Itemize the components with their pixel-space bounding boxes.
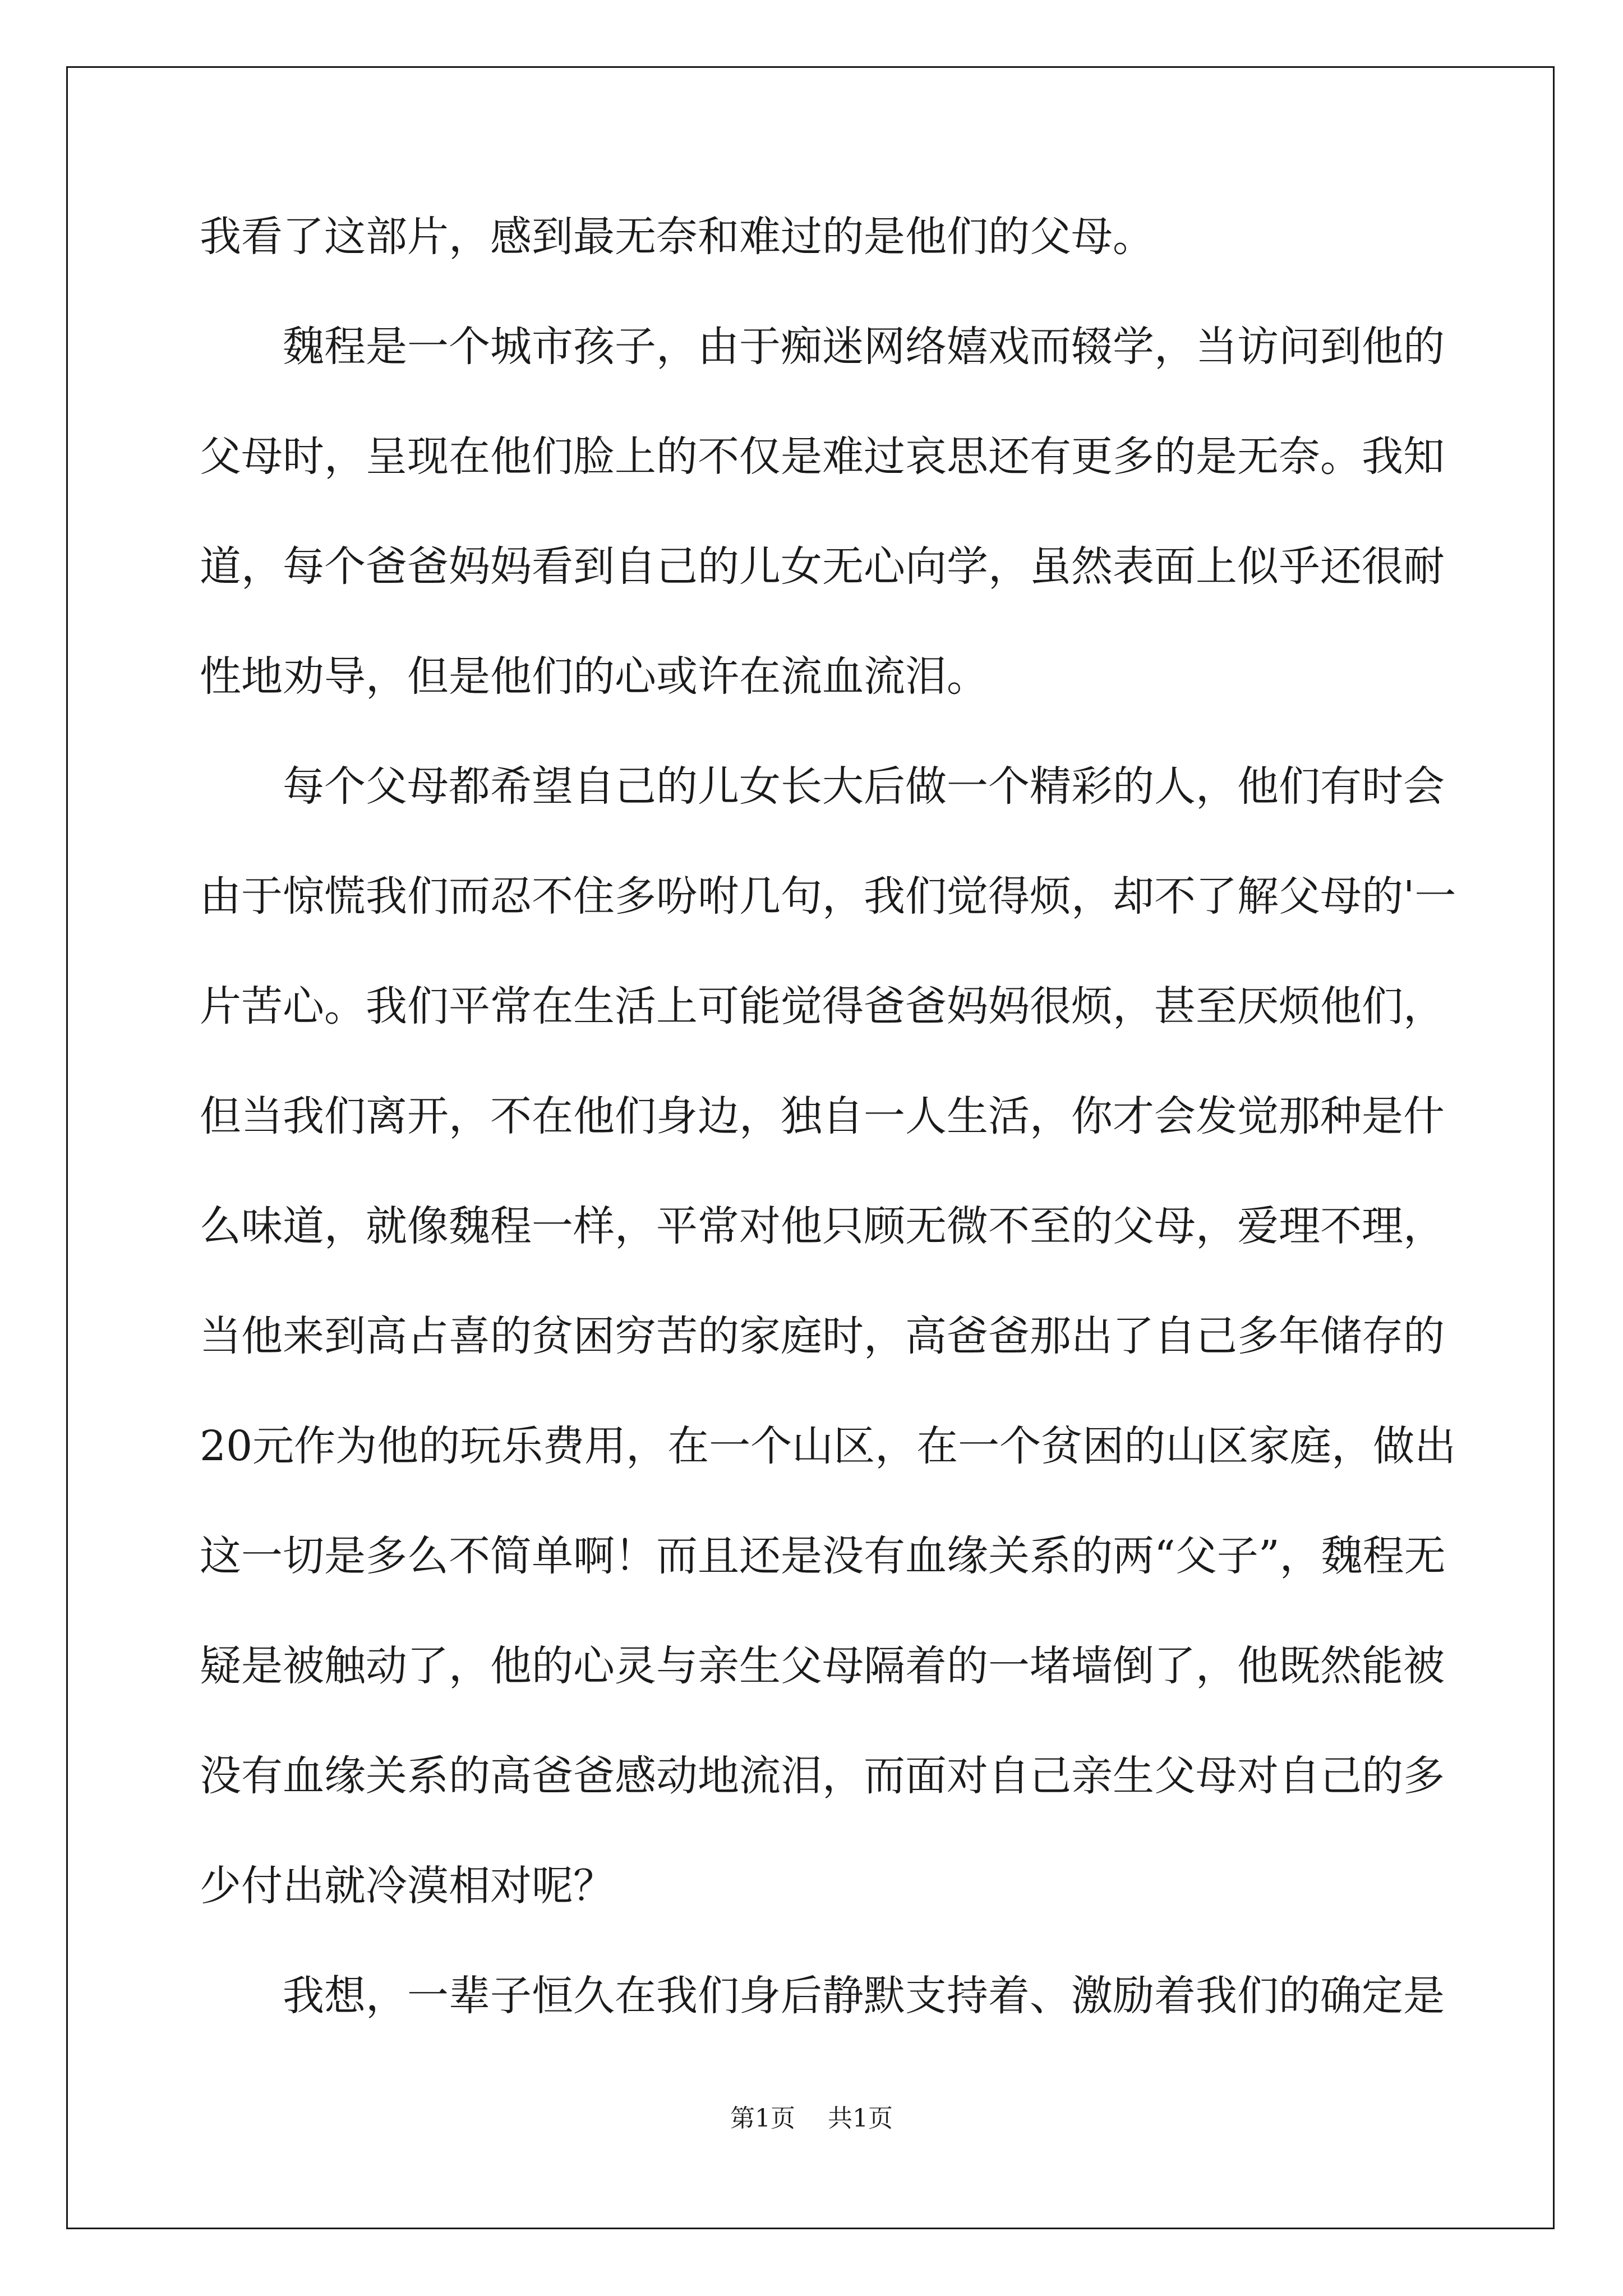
text-line: 父母时，呈现在他们脸上的不仅是难过哀思还有更多的是无奈。我知 bbox=[200, 432, 1445, 481]
text-line: 我想，一辈子恒久在我们身后静默支持着、激励着我们的确定是 bbox=[283, 1972, 1445, 2020]
text-line: 当他来到高占喜的贫困穷苦的家庭时，高爸爸那出了自己多年储存的 bbox=[200, 1312, 1445, 1360]
page-footer bbox=[0, 2098, 1623, 2134]
text-line: 每个父母都希望自己的儿女长大后做一个精彩的人，他们有时会 bbox=[283, 762, 1445, 811]
text-line: 疑是被触动了，他的心灵与亲生父母隔着的一堵墙倒了，他既然能被 bbox=[200, 1642, 1445, 1690]
text-line: 20元作为他的玩乐费用，在一个山区，在一个贫困的山区家庭，做出 bbox=[200, 1422, 1456, 1470]
text-line: 这一切是多么不简单啊！而且还是没有血缘关系的两“父子”，魏程无 bbox=[200, 1532, 1446, 1580]
text-line: 魏程是一个城市孩子，由于痴迷网络嬉戏而辍学，当访问到他的 bbox=[283, 323, 1445, 371]
text-line: 没有血缘关系的高爸爸感动地流泪，而面对自己亲生父母对自己的多 bbox=[200, 1752, 1445, 1800]
text-line: 道，每个爸爸妈妈看到自己的儿女无心向学，虽然表面上似乎还很耐 bbox=[200, 542, 1445, 591]
text-line: 但当我们离开，不在他们身边，独自一人生活，你才会发觉那种是什 bbox=[200, 1092, 1445, 1140]
page-total: 共1页 bbox=[828, 2104, 893, 2133]
text-line: 由于惊慌我们而忍不住多吩咐几句，我们觉得烦，却不了解父母的'一 bbox=[200, 872, 1456, 921]
page-number: 第1页 bbox=[730, 2104, 795, 2133]
text-line: 我看了这部片，感到最无奈和难过的是他们的父母。 bbox=[200, 213, 1154, 261]
text-line: 性地劝导，但是他们的心或许在流血流泪。 bbox=[200, 652, 988, 701]
text-line: 片苦心。我们平常在生活上可能觉得爸爸妈妈很烦，甚至厌烦他们， bbox=[200, 982, 1445, 1030]
text-line: 少付出就冷漠相对呢？ bbox=[200, 1862, 615, 1910]
text-line: 么味道，就像魏程一样，平常对他只顾无微不至的父母，爱理不理， bbox=[200, 1202, 1445, 1250]
